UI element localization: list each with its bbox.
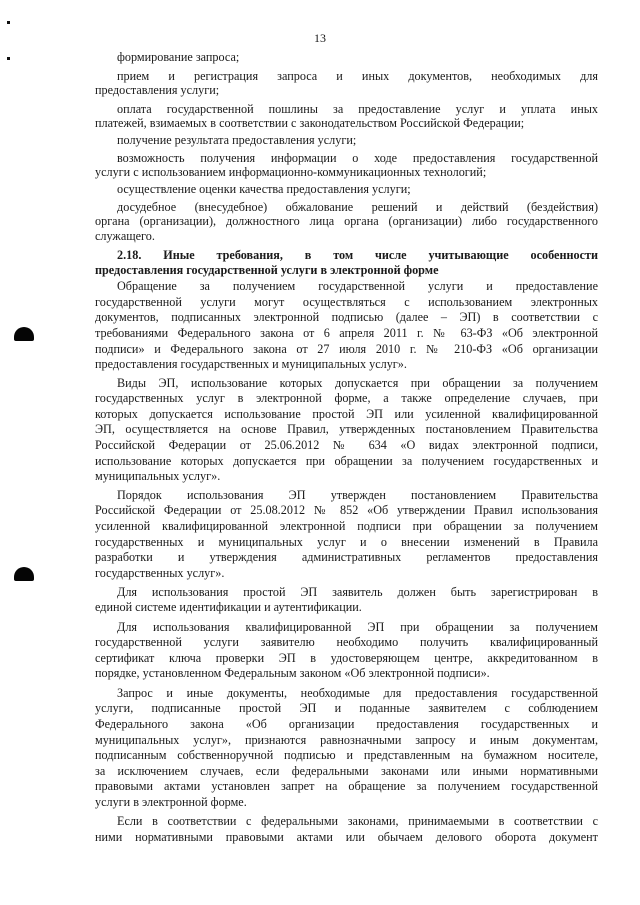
text-line: муниципальных услуг». (95, 469, 221, 483)
text-line: формирование запроса; (117, 50, 240, 64)
text-line: муниципальных услуг», признаются равнозначными запросу и иным документам, (95, 733, 598, 747)
text-line: услуги в электронной форме. (95, 795, 247, 809)
text-line: использование которых допускается при обращении за получением государственных и (95, 454, 598, 468)
text-line: единой системе идентификации и аутентификации. (95, 600, 362, 614)
text-line: государственных услуг в электронной форме, а также определение случаев, при (95, 391, 598, 405)
text-line: за исключением случаев, если федеральными законами или иными нормативными (95, 764, 598, 778)
text-line: Обращение за получением государственной услуги и предоставление (117, 279, 598, 293)
page-number: 13 (314, 31, 326, 45)
text-line: Если в соответствии с федеральными законами, принимаемыми в соответствии с (117, 814, 598, 828)
punch-hole-mark (14, 327, 34, 341)
text-line: Виды ЭП, использование которых допускается при обращении за получением (117, 376, 598, 390)
text-line: досудебное (внесудебное) обжалование решений и действий (бездействия) (117, 200, 598, 214)
text-line: получение результата предоставления услуги; (117, 133, 357, 147)
section-heading: 2.18. Иные требования, в том числе учитывающие особенности (117, 248, 598, 262)
text-line: прием и регистрация запроса и иных документов, необходимых для (117, 69, 598, 83)
scan-mark-dot (7, 21, 10, 24)
text-line: предоставления услуги; (95, 83, 220, 97)
text-line: возможность получения информации о ходе предоставления государственной (117, 151, 598, 165)
text-line: разработки и утверждения административных регламентов предоставления (95, 550, 598, 564)
text-line: подписанным собственноручной подписью и представленным на бумажном носителе, (95, 748, 598, 762)
text-line: предоставления государственных и муниципальных услуг». (95, 357, 407, 371)
text-line: требованиями Федерального закона от 6 апреля 2011 г. № 63-ФЗ «Об электронной (95, 326, 598, 340)
text-line: органа (организации), должностного лица органа (организации) либо государственного (95, 214, 598, 228)
text-line: государственных и муниципальных услуг и о внесении изменений в Правила (95, 535, 598, 549)
text-line: правовыми актами установлен запрет на обращение за получением государственной (95, 779, 598, 793)
text-line: ними нормативными правовыми актами или обычаем делового оборота документ (95, 830, 598, 844)
text-line: служащего. (95, 229, 155, 243)
text-line: документов, подписанных электронной подписью (далее – ЭП) в соответствии с (95, 310, 598, 324)
text-line: Для использования квалифицированной ЭП при обращении за получением (117, 620, 598, 634)
text-line: порядке, установленном Федеральным законом «Об электронной подписи». (95, 666, 490, 680)
text-line: осуществление оценки качества предоставления услуги; (117, 182, 411, 196)
text-line: ЭП, осуществляется на основе Правил, утвержденных постановлением Правительства (95, 422, 598, 436)
text-line: которых допускается использование простой ЭП или усиленной квалифицированной (95, 407, 598, 421)
text-line: государственной услуги заявителю необходимо получить квалифицированный (95, 635, 598, 649)
scan-mark-dot (7, 57, 10, 60)
text-line: усиленной квалифицированной электронной подписи при обращении за получением (95, 519, 598, 533)
text-line: оплата государственной пошлины за предоставление услуг и уплата иных (117, 102, 598, 116)
text-line: Федерального закона «Об организации предоставления государственных и (95, 717, 598, 731)
body-text (95, 0, 598, 905)
text-line: Для использования простой ЭП заявитель должен быть зарегистрирован в (117, 585, 598, 599)
section-heading: предоставления государственной услуги в электронной форме (95, 263, 439, 277)
text-line: Российской Федерации от 25.06.2012 № 634 «О видах электронной подписи, (95, 438, 598, 452)
text-line: Российской Федерации от 25.08.2012 № 852 «Об утверждении Правил использования (95, 503, 598, 517)
text-line: Порядок использования ЭП утвержден постановлением Правительства (117, 488, 598, 502)
text-line: сертификат ключа проверки ЭП в удостоверяющем центре, аккредитованном в (95, 651, 598, 665)
text-line: подписи» и Федерального закона от 27 июля 2010 г. № 210-ФЗ «Об организации (95, 342, 598, 356)
text-line: государственных услуг». (95, 566, 225, 580)
text-line: услуги с использованием информационно-коммуникационных технологий; (95, 165, 487, 179)
text-line: платежей, взимаемых в соответствии с законодательством Российской Федерации; (95, 116, 525, 130)
text-line: Запрос и иные документы, необходимые для предоставления государственной (117, 686, 598, 700)
text-line: услуги, подписанные простой ЭП и поданные заявителем с соблюдением (95, 701, 598, 715)
text-line: государственной услуги могут осуществляться с использованием электронных (95, 295, 598, 309)
punch-hole-mark (14, 567, 34, 581)
